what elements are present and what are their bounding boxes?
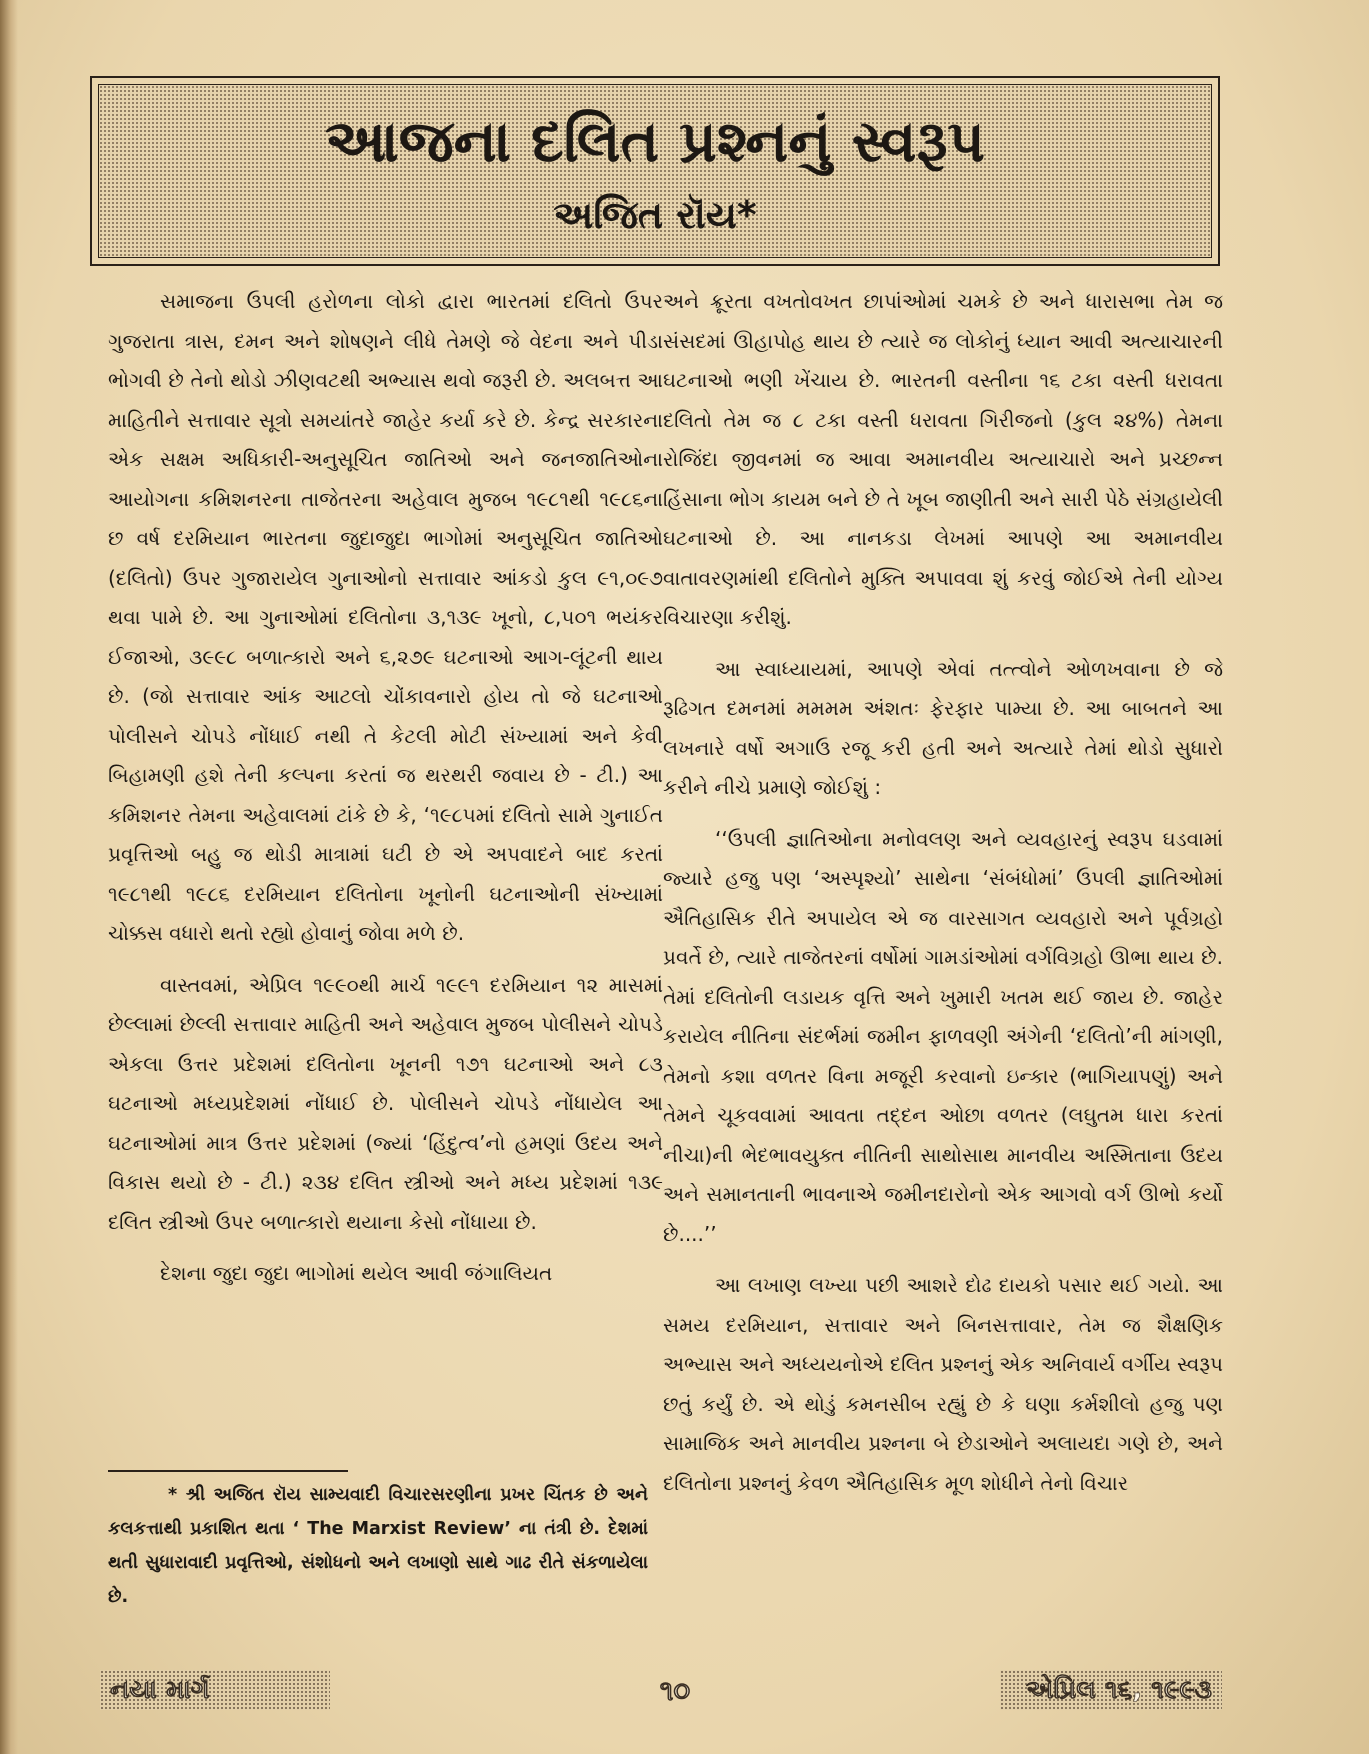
paragraph: આ લખાણ લખ્યા પછી આશરે દોઢ દાયકો પસાર થઈ ગયો. આ સમય દરમિયાન, સત્તાવાર અને બિનસત્તાવાર, તેમ જ શૈક્ષણિક અભ્યાસ અને અધ્યયનોએ દલિત પ્રશ્નનું એક અનિવાર્ય વર્ગીય સ્વરૂપ છતું કર્યું છે. એ થોડું કમનસીબ રહ્યું છે કે ઘણા કર્મશીલો હજુ પણ સામાજિક અને માનવીય પ્રશ્નના બે છેડાઓને અલાયદા ગણે છે, અને દલિતોના પ્રશ્નનું કેવળ ઐતિહાસિક મૂળ શોધીને તેનો વિચાર — [663, 1273, 1223, 1495]
author-byline: અજિત રૉય* — [553, 193, 757, 237]
paragraph: સમાજના ઉપલી હરોળના લોકો દ્વારા ભારતમાં દલિતો ઉપર ગુજરાતા ત્રાસ, દમન અને શોષણને લીધે તેમણે જે વેદના અને પીડા ભોગવી છે તેનો થોડો ઝીણવટથી અભ્યાસ થવો જરૂરી છે. અલબત્ત આ માહિતીને સત્તાવાર સૂત્રો સમયાંતરે જાહેર કર્યા કરે છે. કેન્દ્ર સરકારના એક સક્ષમ અધિકારી-અનુસૂચિત જાતિઓ અને જનજાતિઓના આયોગના કમિશનરના તાજેતરના અહેવાલ મુજબ ૧૯૮૧થી ૧૯૮૬ના છ વર્ષ દરમિયાન ભારતના જુદાજુદા ભાગોમાં અનુસૂચિત જાતિઓ (દલિતો) ઉપર ગુજારાયેલ ગુનાઓનો સત્તાવાર આંકડો કુલ ૯૧,૦૯૭ થવા પામે છે. આ ગુનાઓમાં દલિતોના ૩,૧૩૯ ખૂનો, ૮,૫૦૧ ભયંકર ઈજાઓ, ૩૯૯૮ બળાત્કારો અને ૬,૨૭૯ ઘટનાઓ આગ-લૂંટની થાય છે. (જો સત્તાવાર આંક આટલો ચોંકાવનારો હોય તો જે ઘટનાઓ પોલીસને ચોપડે નોંધાઈ નથી તે કેટલી મોટી સંખ્યામાં અને કેવી બિહામણી હશે તેની કલ્પના કરતાં જ થરથરી જવાય છે - ટી.) આ કમિશનર તેમના અહેવાલમાં ટાંકે છે કે, ‘૧૯૮૫માં દલિતો સામે ગુનાઈત પ્રવૃત્તિઓ બહુ જ થોડી માત્રામાં ઘટી છે એ અપવાદને બાદ કરતાં ૧૯૮૧થી ૧૯૮૬ દરમિયાન દલિતોના ખૂનોની ઘટનાઓની સંખ્યામાં ચોક્કસ વધારો થતો રહ્યો હોવાનું જોવા મળે છે. — [108, 289, 663, 945]
article-title: આજના દલિત પ્રશ્નનું સ્વરૂપ — [324, 107, 986, 175]
author-footnote: * શ્રી અજિત રૉય સામ્યવાદી વિચારસરણીના પ્રખર ચિંતક છે અને કલકત્તાથી પ્રકાશિત થતા ‘ The Marxist Review’ ના તંત્રી છે. દેશમાં થતી સુધારાવાદી પ્રવૃત્તિઓ, સંશોધનો અને લખાણો સાથે ગાઢ રીતે સંકળાયેલા છે. — [108, 1485, 648, 1607]
paragraph: આ સ્વાધ્યાયમાં, આપણે એવાં તત્ત્વોને ઓળખવાના છે જે રૂઢિગત દમનમાં મમમમ અંશતઃ ફેરફાર પામ્યા છે. આ બાબતને આ લખનારે વર્ષો અગાઉ રજૂ કરી હતી અને અત્યારે તેમાં થોડો સુધારો કરીને નીચે પ્રમાણે જોઈશું : — [663, 656, 1223, 799]
paragraph: અને ક્રૂરતા વખતોવખત છાપાંઓમાં ચમકે છે અને ધારાસભા તેમ જ સંસદમાં ઊહાપોહ થાય છે ત્યારે જ લોકોનું ધ્યાન આવી અત્યાચારની ઘટનાઓ ભણી ખેંચાય છે. ભારતની વસ્તીના ૧૬ ટકા વસ્તી ધરાવતા દલિતો તેમ જ ૮ ટકા વસ્તી ધરાવતા ગિરીજનો (કુલ ૨૪%) તેમના રોજિંદા જીવનમાં જ આવા અમાનવીય અત્યાચારો અને પ્રચ્છન્ન હિંસાના ભોગ કાયમ બને છે તે ખૂબ જાણીતી અને સારી પેઠે સંગ્રહાયેલી ઘટનાઓ છે. આ નાનકડા લેખમાં આપણે આ અમાનવીય વાતાવરણમાંથી દલિતોને મુક્તિ અપાવવા શું કરવું જોઈએ તેની યોગ્ય વિચારણા કરીશું. — [663, 289, 1223, 629]
paragraph: વાસ્તવમાં, એપ્રિલ ૧૯૯૦થી માર્ચ ૧૯૯૧ દરમિયાન ૧૨ માસમાં છેલ્લામાં છેલ્લી સત્તાવાર માહિતી અને અહેવાલ મુજબ પોલીસને ચોપડે એકલા ઉત્તર પ્રદેશમાં દલિતોના ખૂનની ૧૭૧ ઘટનાઓ અને ૮૩ ઘટનાઓ મધ્યપ્રદેશમાં નોંધાઈ છે. પોલીસને ચોપડે નોંધાયેલ આ ઘટનાઓમાં માત્ર ઉત્તર પ્રદેશમાં (જ્યાં ‘હિંદુત્વ’નો હમણાં ઉદય અને વિકાસ થયો છે - ટી.) ૨૩૪ દલિત સ્ત્રીઓ અને મધ્ય પ્રદેશમાં ૧૩૯ દલિત સ્ત્રીઓ ઉપર બળાત્કારો થયાના કેસો નોંધાયા છે. — [108, 972, 663, 1234]
left-column — [108, 282, 663, 1306]
page-number: ૧૦ — [659, 1674, 691, 1707]
title-box — [90, 76, 1220, 266]
publication-name: નયા માર્ગ — [100, 1670, 330, 1710]
block-quote: ‘‘ઉપલી જ્ઞાતિઓના મનોવલણ અને વ્યવહારનું સ્વરૂપ ઘડવામાં જ્યારે હજુ પણ ‘અસ્પૃશ્યો’ સાથેના ‘સંબંધોમાં’ ઉપલી જ્ઞાતિઓમાં ઐતિહાસિક રીતે અપાયેલ એ જ વારસાગત વ્યવહારો અને પૂર્વગ્રહો પ્રવર્તે છે, ત્યારે તાજેતરનાં વર્ષોમાં ગામડાંઓમાં વર્ગવિગ્રહો ઊભા થાય છે. તેમાં દલિતોની લડાયક વૃત્તિ અને ખુમારી ખતમ થઈ જાય છે. જાહેર કરાયેલ નીતિના સંદર્ભમાં જમીન ફાળવણી અંગેની ‘દલિતો’ની માંગણી, તેમનો કશા વળતર વિના મજૂરી કરવાનો ઇન્કાર (ભાગિયાપણું) અને તેમને ચૂકવવામાં આવતા તદ્દન ઓછા વળતર (લઘુતમ ધારા કરતાં નીચા)ની ભેદભાવયુક્ત નીતિની સાથોસાથ માનવીય અસ્મિતાના ઉદય અને સમાનતાની ભાવનાએ જમીનદારોનો એક આગવો વર્ગ ઊભો કર્યો છે....’’ — [663, 826, 1223, 1246]
binding-edge — [0, 0, 18, 1754]
title-panel — [98, 84, 1212, 258]
paragraph: દેશના જુદા જુદા ભાગોમાં થયેલ આવી જંગાલિયત — [160, 1261, 553, 1285]
footnote-divider — [108, 1470, 348, 1472]
issue-date: એપ્રિલ ૧૬, ૧૯૯૩ — [1000, 1670, 1222, 1710]
right-column — [663, 282, 1223, 1515]
